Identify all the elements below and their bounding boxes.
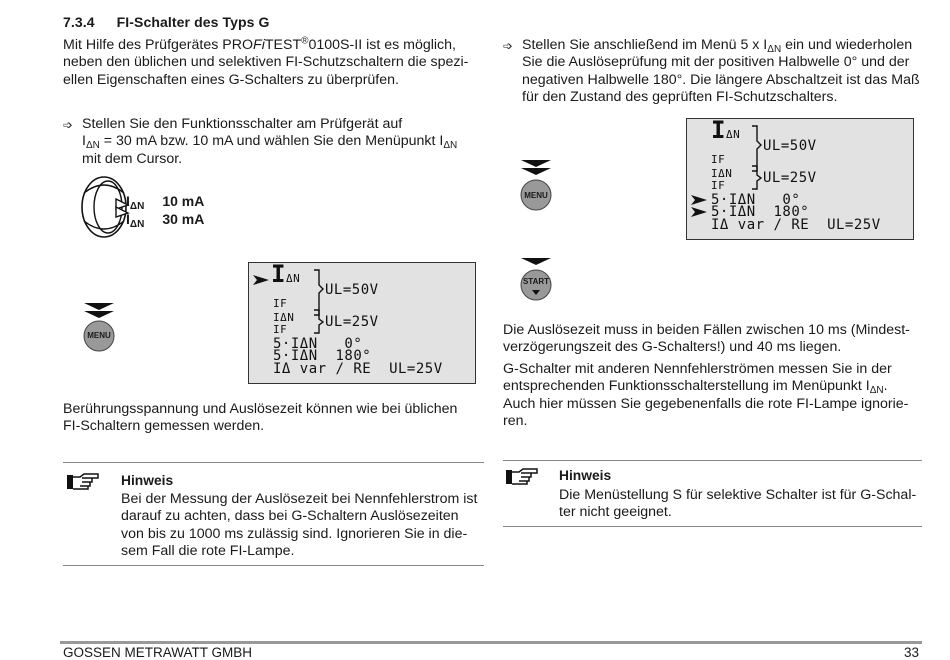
dial-labels: $I_{\Delta N}$ 10 mA $I_{\Delta N}$ 30 mA: [126, 193, 205, 230]
hint-rule-top: [63, 462, 484, 463]
cursor-arrow-icon: [691, 195, 707, 205]
touch-voltage-paragraph: Berührungsspannung und Auslösezeit können wie bei üblichen FI-Schaltern gemessen werden.: [63, 401, 458, 435]
lcd-display-left: IΔN UL=50V IF IΔN IF UL=25V 5·IΔN 0° 5·IΔN 180° IΔ var / RE UL=25V: [248, 262, 476, 384]
instruction-bullet-right: ➩ Stellen Sie anschließend im Menü 5 x $I_{\Delta N}$ ein und wiederholen Sie die Auslöseprüfung mit der positiven Halbwelle 0° und der negativen Halbwelle 180°. Die längere Abschaltzeit ist das Maß für den Zustand des geprüften FI-Schutzschalters.: [503, 37, 920, 106]
hint-title: Hinweis: [559, 468, 612, 483]
footer-rule: [60, 641, 922, 644]
hint-body: Bei der Messung der Auslösezeit bei Nennfehlerstrom ist darauf zu achten, dass bei G-Schaltern Auslösezeiten von bis zu 1000 ms zulässig sind. Ignorieren Sie in die- sem Fall die rote FI-Lampe.: [121, 491, 478, 560]
section-title: FI-Schalter des Typs G: [116, 14, 270, 30]
menu-button-label: MENU: [87, 331, 111, 340]
section-number: 7.3.4: [63, 14, 95, 30]
hint-rule-bottom: [503, 526, 922, 527]
menu-button-icon: [519, 160, 553, 212]
trip-time-paragraph: Die Auslösezeit muss in beiden Fällen zwischen 10 ms (Mindest- verzögerungszeit des G-Schalters!) und 40 ms liegen.: [503, 322, 910, 356]
menu-button-label: MENU: [524, 191, 548, 200]
instruction-bullet: ➩ Stellen Sie den Funktionsschalter am Prüfgerät auf $I_{\Delta N} = 30$ mA bzw. 10 mA und wählen Sie den Menüpunkt $I_{\Delta N}$ mit dem Cursor.: [63, 116, 458, 167]
pointing-hand-icon: [505, 467, 539, 487]
hint-body: Die Menüstellung S für selektive Schalter ist für G-Schal- ter nicht geeignet.: [559, 487, 917, 521]
arrow-bullet-icon: ➩: [503, 39, 514, 53]
menu-button-icon: [82, 303, 116, 353]
arrow-bullet-icon: ➩: [63, 118, 74, 132]
rotary-switch-icon: [74, 173, 134, 241]
cursor-arrow-icon: [253, 275, 269, 285]
start-button-label: START: [522, 277, 550, 286]
hint-rule-bottom: [63, 565, 484, 566]
footer-company: GOSSEN METRAWATT GMBH: [63, 645, 253, 660]
intro-paragraph: Mit Hilfe des Prüfgerätes PROFiTEST®0100S-II ist es möglich, neben den üblichen und selektiven FI-Schutzschaltern die spezi- ellen Eigenschaften eines G-Schalters zu überprüfen.: [63, 35, 469, 88]
hint-rule-top: [503, 460, 922, 461]
pointing-hand-icon: [66, 472, 100, 492]
lcd-display-right: IΔN UL=50V IF IΔN IF UL=25V 5·IΔN 0° 5·IΔN 180° IΔ var / RE UL=25V: [686, 118, 914, 240]
section-heading: [63, 14, 270, 30]
other-currents-paragraph: G-Schalter mit anderen Nennfehlerströmen messen Sie in der entsprechenden Funktionsschalterstellung im Menüpunkt $I_{\Delta N}$. Auch hier müssen Sie gegebenenfalls die rote FI-Lampe ignorie- ren.: [503, 361, 909, 430]
cursor-arrow-icon: [691, 207, 707, 217]
page-number: 33: [904, 645, 920, 660]
hint-title: Hinweis: [121, 473, 174, 488]
